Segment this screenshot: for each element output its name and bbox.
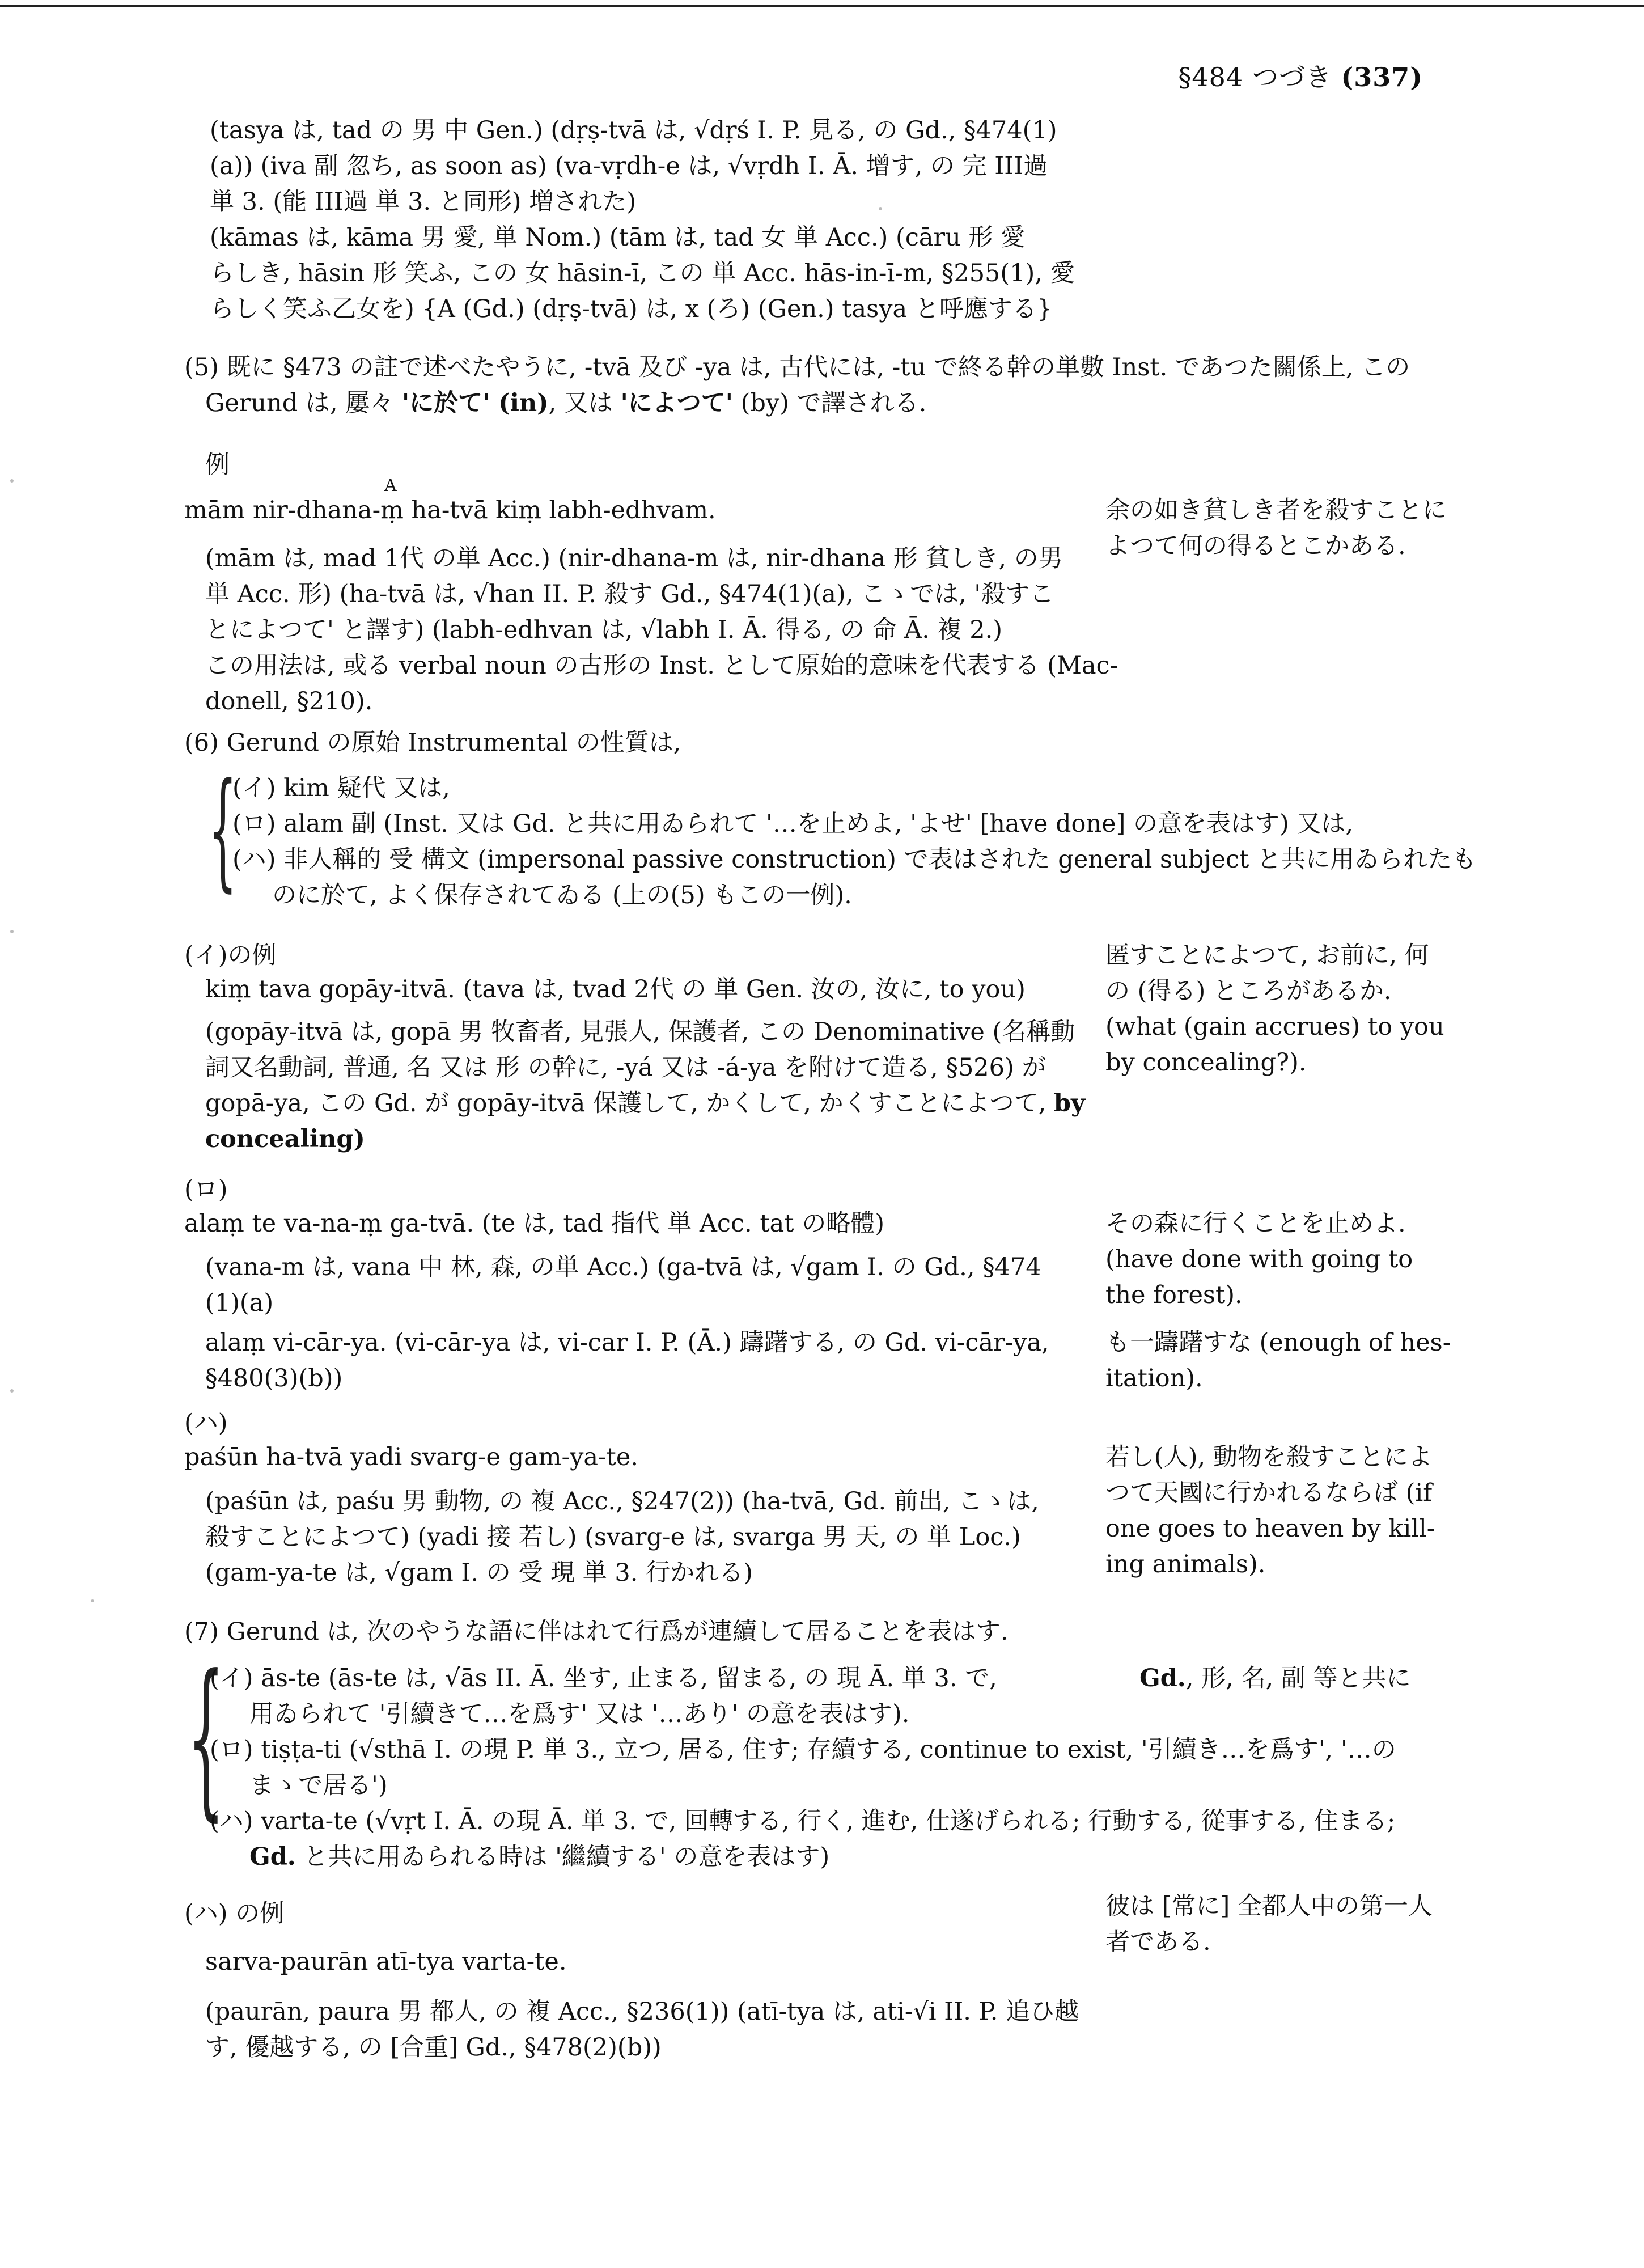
list-item-cont: まゝで居る') <box>249 1771 388 1800</box>
translation-line: も一躊躇すな (enough of hes- <box>1105 1328 1451 1357</box>
list-item: (ロ) tiṣṭa-ti (√sthā I. の現 P. 単 3., 立つ, 居る, 住す; 存續する, continue to exist, '引續き…を爲す', '…の <box>210 1736 1396 1764</box>
list-item: (ロ) alam 副 (Inst. 又は Gd. と共に用ゐられて '…を止めよ, 'よせ' [have done] の意を表はす) 又は, <box>232 810 1354 838</box>
list-item-cont: Gd. と共に用ゐられる時は '繼續する' の意を表はす) <box>249 1843 830 1871</box>
translation-line: 者である. <box>1105 1928 1211 1956</box>
note-line: (a)) (iva 副 忽ち, as soon as) (va-vṛdh-e は, √vṛdh I. Ā. 增す, の 完 III過 <box>210 152 1048 180</box>
note-line: す, 優越する, の [合重] Gd., §478(2)(b)) <box>205 2033 662 2062</box>
left-brace: { <box>209 756 238 904</box>
example-sentence: alaṃ te va-na-ṃ ga-tvā. (te は, tad 指代 単 Acc. tat の略體) <box>184 1209 885 1238</box>
list-item: (イ) kim 疑代 又は, <box>232 774 450 802</box>
note-line: 単 3. (能 III過 単 3. と同形) 増された) <box>210 188 637 216</box>
translation-line: itation). <box>1105 1364 1203 1393</box>
translation-line: 余の如き貧しき者を殺すことに <box>1105 496 1447 524</box>
accent-mark: A <box>384 476 397 496</box>
top-rule <box>0 5 1644 7</box>
note-line: (paurān, paura 男 都人, の 複 Acc., §236(1)) (atī-tya は, ati-√i II. P. 追ひ越 <box>205 1998 1079 2026</box>
translation-line: ing animals). <box>1105 1550 1266 1579</box>
example-sentence: paśūn ha-tvā yadi svarg-e gam-ya-te. <box>184 1443 638 1471</box>
translation-line: 匿すことによつて, お前に, 何 <box>1105 941 1429 970</box>
note-line: §480(3)(b)) <box>205 1364 343 1393</box>
section-label: §484 つづき <box>1178 62 1332 92</box>
translation-line: 若し(人), 動物を殺すことによ <box>1105 1443 1433 1471</box>
example-sentence: kiṃ tava gopāy-itvā. (tava は, tvad 2代 の 単 Gen. 汝の, 汝に, to you) <box>205 975 1026 1004</box>
translation-line: (what (gain accrues) to you <box>1105 1013 1444 1041</box>
note-line: 詞又名動詞, 普通, 名 又は 形 の幹に, -yá 又は -á-ya を附けて造る, §526) が <box>205 1053 1046 1082</box>
note-line: らしく笑ふ乙女を) {A (Gd.) (dṛṣ-tvā) は, x (ろ) (Gen.) tasya と呼應する} <box>210 295 1053 323</box>
translation-line: よつて何の得るとこかある. <box>1105 532 1406 560</box>
translation-line: つて天國に行かれるならば (if <box>1105 1479 1433 1507</box>
page-number: (337) <box>1341 62 1423 92</box>
scan-speck <box>10 479 14 483</box>
scan-speck <box>10 930 14 933</box>
translation-line: の (得る) ところがあるか. <box>1105 977 1392 1005</box>
note-line: (mām は, mad 1代 の単 Acc.) (nir-dhana-m は, nir-dhana 形 貧しき, の男 <box>205 544 1063 573</box>
scan-speck <box>91 1599 94 1602</box>
note-line: 単 Acc. 形) (ha-tvā は, √han II. P. 殺す Gd., §474(1)(a), こゝでは, '殺すこ <box>205 580 1054 608</box>
paragraph-5-line: Gerund は, 屢々 'に於て' (in), 又は 'によつて' (by) で譯される. <box>205 389 927 417</box>
translation-line: one goes to heaven by kill- <box>1105 1514 1435 1543</box>
example-sentence: sarva-paurān atī-tya varta-te. <box>205 1948 567 1976</box>
translation-line: by concealing?). <box>1105 1048 1307 1077</box>
note-line: concealing) <box>205 1125 365 1153</box>
note-line: (kāmas は, kāma 男 愛, 単 Nom.) (tām は, tad 女 単 Acc.) (cāru 形 愛 <box>210 223 1026 252</box>
note-line: らしき, hāsin 形 笑ふ, この 女 hāsin-ī, この 単 Acc. hās-in-ī-m, §255(1), 愛 <box>210 259 1075 287</box>
example-label: (ハ) の例 <box>184 1899 285 1928</box>
list-item: Gd., 形, 名, 副 等と共に <box>1139 1664 1411 1692</box>
translation-line: 彼は [常に] 全都人中の第一人 <box>1105 1892 1433 1920</box>
paragraph-7-line: (7) Gerund は, 次のやうな語に伴はれて行爲が連續して居ることを表はす. <box>184 1618 1009 1646</box>
left-brace: { <box>187 1639 225 1837</box>
example-sentence: alaṃ vi-cār-ya. (vi-cār-ya は, vi-car I. P. (Ā.) 躊躇する, の Gd. vi-cār-ya, <box>205 1328 1049 1357</box>
scan-speck <box>10 1389 14 1393</box>
note-line: gopā-ya, この Gd. が gopāy-itvā 保護して, かくして, かくすことによつて, by <box>205 1089 1086 1118</box>
note-line: とによつて' と譯す) (labh-edhvan は, √labh I. Ā. 得る, の 命 Ā. 複 2.) <box>205 616 1003 644</box>
translation-line: その森に行くことを止めよ. <box>1105 1209 1406 1238</box>
scan-speck <box>879 207 882 210</box>
example-label: (ハ) <box>184 1409 228 1437</box>
note-line: (gopāy-itvā は, gopā 男 牧畜者, 見張人, 保護者, この Denominative (名稱動 <box>205 1018 1075 1046</box>
example-label: (ロ) <box>184 1175 228 1204</box>
example-label: (イ)の例 <box>184 941 277 970</box>
note-line: (gam-ya-te は, √gam I. の 受 現 単 3. 行かれる) <box>205 1559 753 1587</box>
note-line: (tasya は, tad の 男 中 Gen.) (dṛṣ-tvā は, √dṛś I. P. 見る, の Gd., §474(1) <box>210 116 1057 145</box>
list-item-cont: のに於て, よく保存されてゐる (上の(5) もこの一例). <box>272 881 852 909</box>
translation-line: the forest). <box>1105 1281 1243 1309</box>
list-item: (ハ) varta-te (√vṛt I. Ā. の現 Ā. 単 3. で, 回轉する, 行く, 進む, 仕遂げられる; 行動する, 從事する, 住まる; <box>210 1807 1396 1835</box>
page-header <box>1178 57 1423 94</box>
note-line: donell, §210). <box>205 687 373 716</box>
list-item: (ハ) 非人稱的 受 構文 (impersonal passive construction) で表はされた general subject と共に用ゐられたも <box>232 845 1477 874</box>
note-line: この用法は, 或る verbal noun の古形の Inst. として原始的意味を代表する (Mac- <box>205 651 1118 680</box>
paragraph-6-line: (6) Gerund の原始 Instrumental の性質は, <box>184 729 681 757</box>
note-line: (paśūn は, paśu 男 動物, の 複 Acc., §247(2)) (ha-tvā, Gd. 前出, こゝは, <box>205 1487 1039 1516</box>
note-line: 殺すことによつて) (yadi 接 若し) (svarg-e は, svarga 男 天, の 単 Loc.) <box>205 1523 1021 1551</box>
list-item-cont: 用ゐられて '引續きて…を爲す' 又は '…あり' の意を表はす). <box>249 1700 910 1728</box>
list-item: (イ) ās-te (ās-te は, √ās II. Ā. 坐す, 止まる, 留まる, の 現 Ā. 単 3. で, <box>210 1664 997 1692</box>
translation-line: (have done with going to <box>1105 1245 1413 1273</box>
example-sentence: mām nir-dhana-ṃ ha-tvā kiṃ labh-edhvam. <box>184 496 716 524</box>
paragraph-5-line: (5) 既に §473 の註で述べたやうに, -tvā 及び -ya は, 古代には, -tu で終る幹の単數 Inst. であつた關係上, この <box>184 353 1410 382</box>
note-line: (1)(a) <box>205 1289 274 1317</box>
example-label: 例 <box>205 451 230 479</box>
note-line: (vana-m は, vana 中 林, 森, の単 Acc.) (ga-tvā は, √gam I. の Gd., §474 <box>205 1253 1041 1281</box>
